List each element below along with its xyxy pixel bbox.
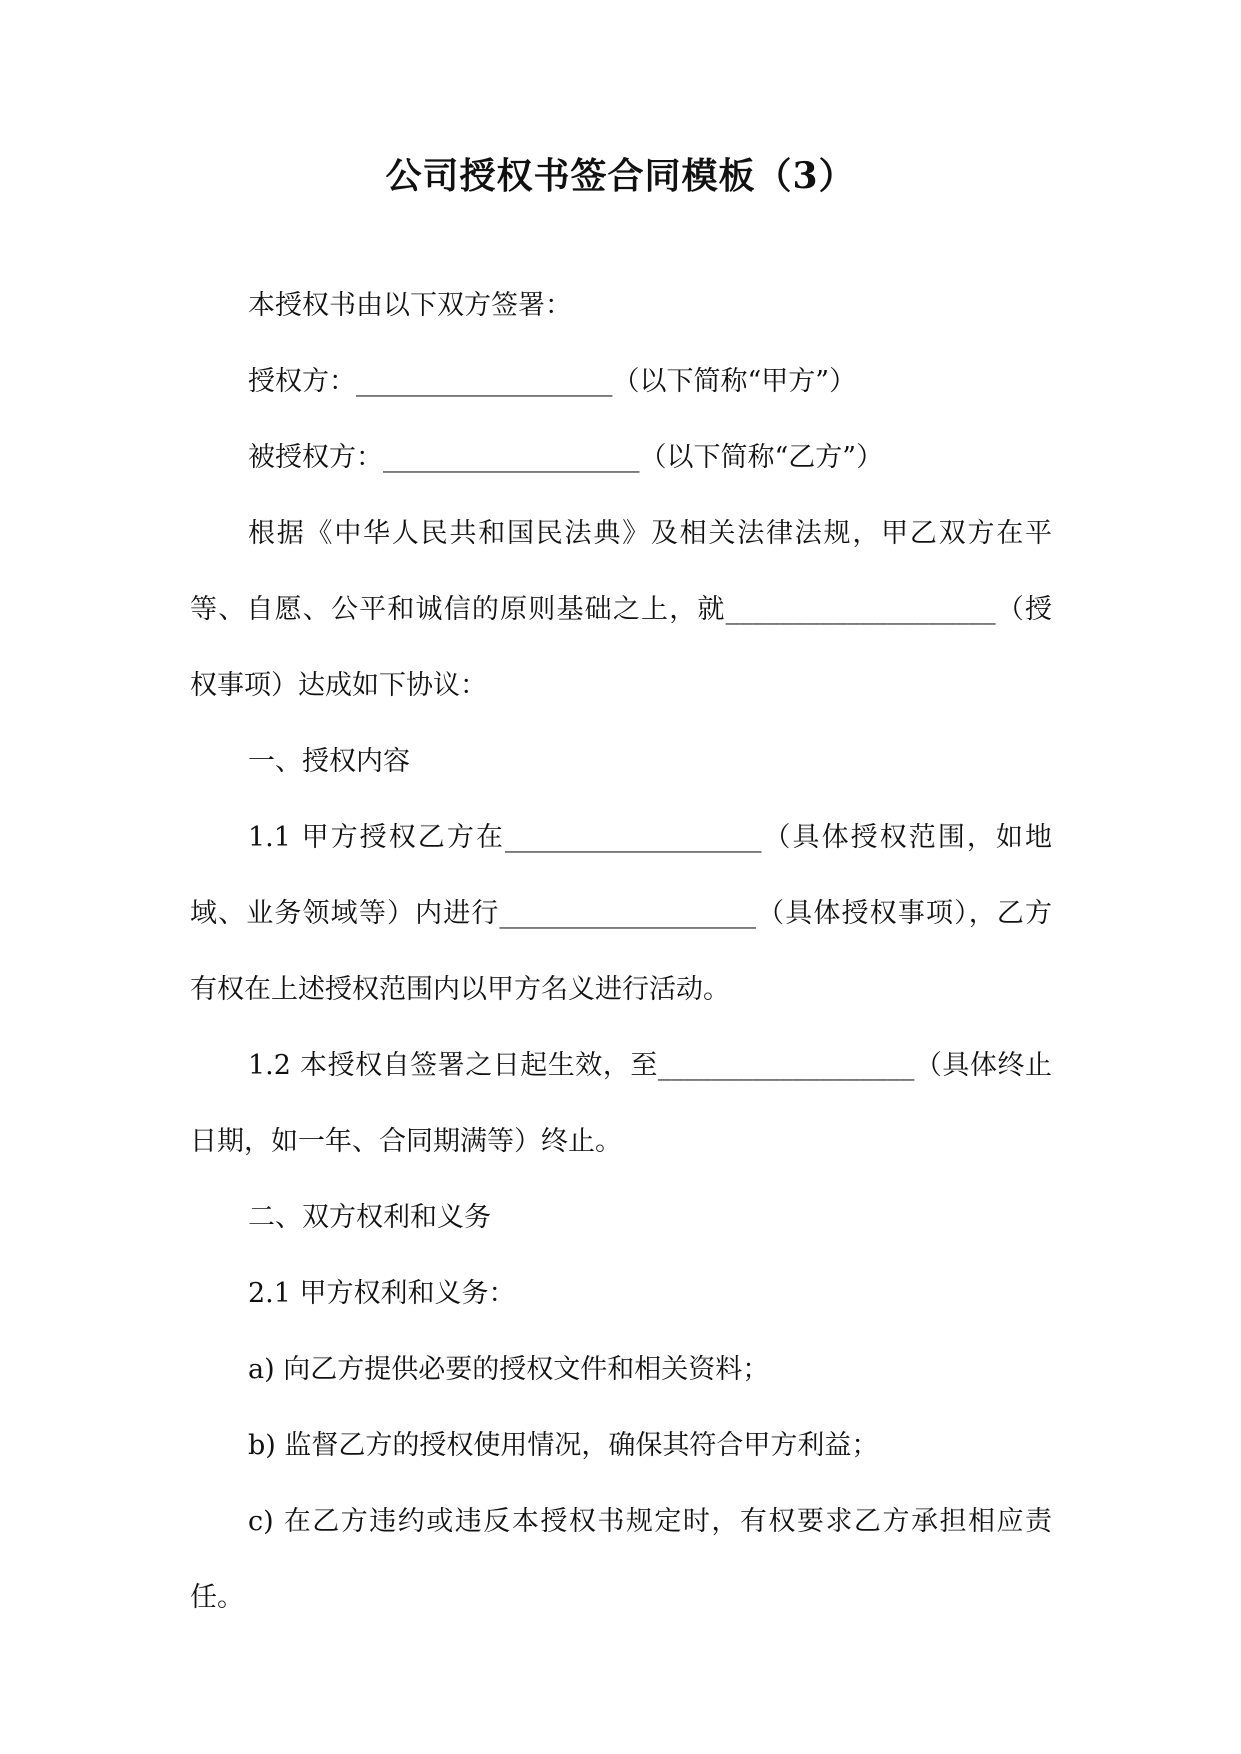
grantor-line: 授权方：___________________（以下简称“甲方”） [248, 366, 857, 397]
document-title: 公司授权书签合同模板（3） [385, 155, 856, 197]
clause-2-1-b: b) 监督乙方的授权使用情况，确保其符合甲方利益； [248, 1430, 879, 1461]
intro-paragraph: 本授权书由以下双方签署： [248, 290, 572, 321]
document-body [190, 268, 1052, 1636]
clause-2-1: 2.1 甲方权利和义务： [248, 1278, 516, 1309]
clause-2-1-a: a) 向乙方提供必要的授权文件和相关资料； [248, 1354, 770, 1385]
grantee-line: 被授权方：___________________（以下简称“乙方”） [248, 442, 884, 473]
section-heading-2: 二、双方权利和义务 [248, 1202, 491, 1233]
clause-1-2: 1.2 本授权自签署之日起生效，至___________________（具体终止日期，如一年、合同期满等）终止。 [190, 1050, 1052, 1157]
legal-basis-paragraph: 根据《中华人民共和国民法典》及相关法律法规，甲乙双方在平等、自愿、公平和诚信的原则基础之上，就____________________（授权事项）达成如下协议： [190, 518, 1052, 701]
clause-1-1: 1.1 甲方授权乙方在___________________（具体授权范围，如地域、业务领域等）内进行___________________（具体授权事项），乙方有权在上述授权范围内以甲方名义进行活动。 [190, 822, 1052, 1005]
section-heading-1: 一、授权内容 [248, 746, 410, 777]
clause-2-1-c: c) 在乙方违约或违反本授权书规定时，有权要求乙方承担相应责任。 [190, 1506, 1052, 1613]
